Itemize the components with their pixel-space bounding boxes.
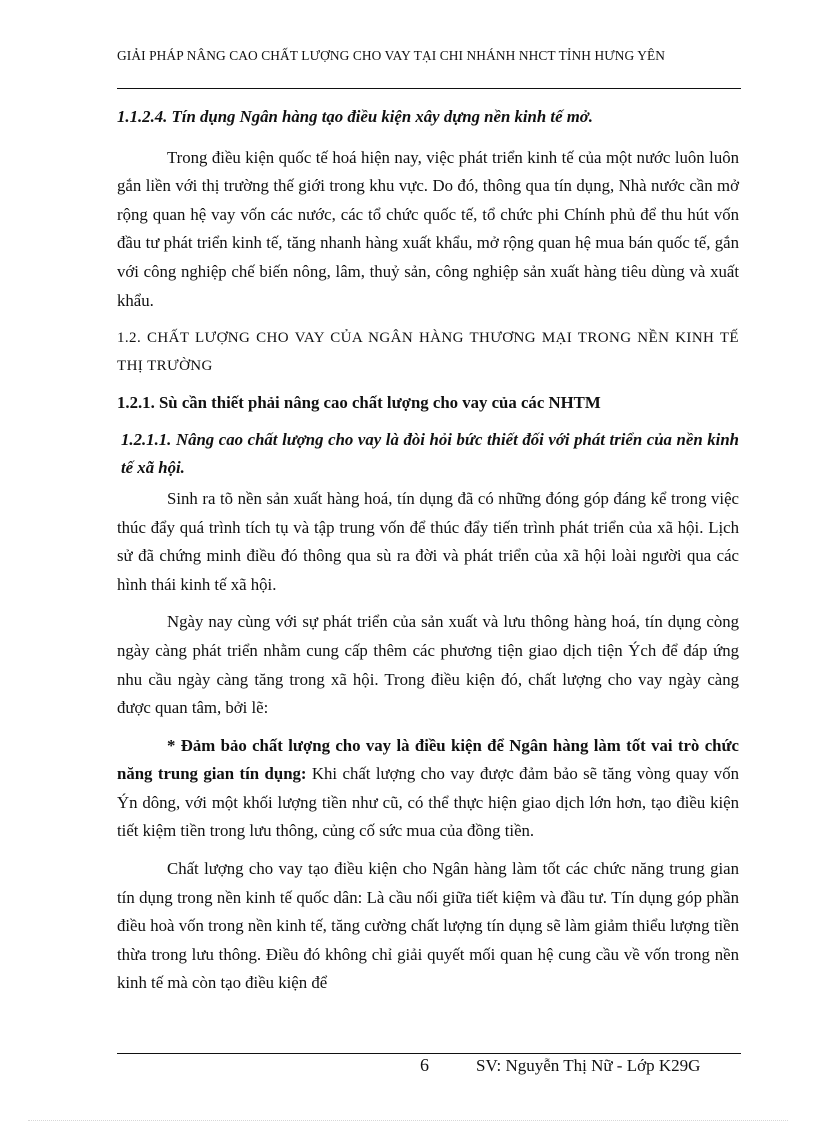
paragraph-savings-investment: Chất lượng cho vay tạo điều kiện cho Ngân hàng làm tốt các chức năng trung gian tín dụng trong nền kinh tế quốc dân: Là cầu nối giữa tiết kiệm và đầu tư. Tín dụng góp phần điều hoà vốn trong nền kinh tế, tăng cường chất lượng tín dụng sẽ làm giảm thiểu lượng tiền thừa trong lưu thông. Điều đó không chỉ giải quyết mối quan hệ cung cầu về vốn trong nền kinh tế mà còn tạo điều kiện để — [117, 859, 739, 993]
bold-lead-text: * Đảm bảo chất lượng cho vay là điều kiện để Ngân hàng làm tốt vai trò chức năng trung gian tín dụng: — [117, 735, 739, 784]
paragraph-intermediary-role — [117, 732, 739, 846]
paragraph-credit-today: Ngày nay cùng với sự phát triển của sản xuất và lưu thông hàng hoá, tín dụng còng ngày càng phát triển nhằm cung cấp thêm các phương tiện giao dịch tiện Ých để đáp ứng nhu cầu ngày càng tăng trong xã hội. Trong điều kiện đó, chất lượng cho vay ngày càng được quan tâm, bởi lẽ: — [117, 612, 739, 718]
paragraph-continuation: Khi chất lượng cho vay được đảm bảo sẽ tăng vòng quay vốn Ýn dông, với một khối lượng tiền như cũ, có thể thực hiện giao dịch lớn hơn, tạo điều kiện tiết kiệm tiền trong lưu thông, củng cố sức mua của đồng tiền. — [117, 764, 739, 841]
page-bottom-edge — [28, 1120, 788, 1121]
paragraph-credit-origin: Sinh ra tõ nền sản xuất hàng hoá, tín dụng đã có những đóng góp đáng kể trong việc thúc đẩy quá trình tích tụ và tập trung vốn để thúc đẩy tiến trình phát triển của xã hội. Lịch sử đã chứng minh điều đó thông qua sù ra đời và phát triển của xã hội loài người qua các hình thái kinh tế xã hội. — [117, 488, 739, 594]
page-body — [117, 103, 739, 1007]
paragraph-open-economy: Trong điều kiện quốc tế hoá hiện nay, việc phát triển kinh tế của một nước luôn luôn gắn liền với thị trường thế giới trong khu vực. Do đó, thông qua tín dụng, Nhà nước cần mở rộng quan hệ vay vốn các nước, các tổ chức quốc tế, tổ chức phi Chính phủ để thu hút vốn đầu tư phát triển kinh tế, tăng nhanh hàng xuất khẩu, mở rộng quan hệ mua bán quốc tế, gắn với công nghiệp chế biến nông, lâm, thuỷ sản, công nghiệp sản xuất hàng tiêu dùng và xuất khẩu. — [117, 147, 739, 310]
heading-1-2-1-1: 1.2.1.1. Nâng cao chất lượng cho vay là đòi hỏi bức thiết đối với phát triển của nền kinh tế xã hội. — [121, 429, 739, 478]
student-info: SV: Nguyễn Thị Nữ - Lớp K29G — [476, 1056, 701, 1075]
footer-divider — [117, 1053, 741, 1054]
heading-1-2-1: 1.2.1. Sù cần thiết phải nâng cao chất lượng cho vay của các NHTM — [117, 393, 601, 413]
section-heading-1-2: 1.2. CHẤT LƯỢNG CHO VAY CỦA NGÂN HÀNG THƯƠNG MẠI TRONG NỀN KINH TẾ THỊ TRƯỜNG — [117, 330, 739, 375]
header-divider — [117, 88, 741, 89]
page-number: 6 — [420, 1055, 429, 1075]
running-header: GIẢI PHÁP NÂNG CAO CHẤT LƯỢNG CHO VAY TẠI CHI NHÁNH NHCT TỈNH HƯNG YÊN — [117, 48, 666, 63]
heading-1-1-2-4: 1.1.2.4. Tín dụng Ngân hàng tạo điều kiện xây dựng nền kinh tế mở. — [117, 107, 593, 126]
